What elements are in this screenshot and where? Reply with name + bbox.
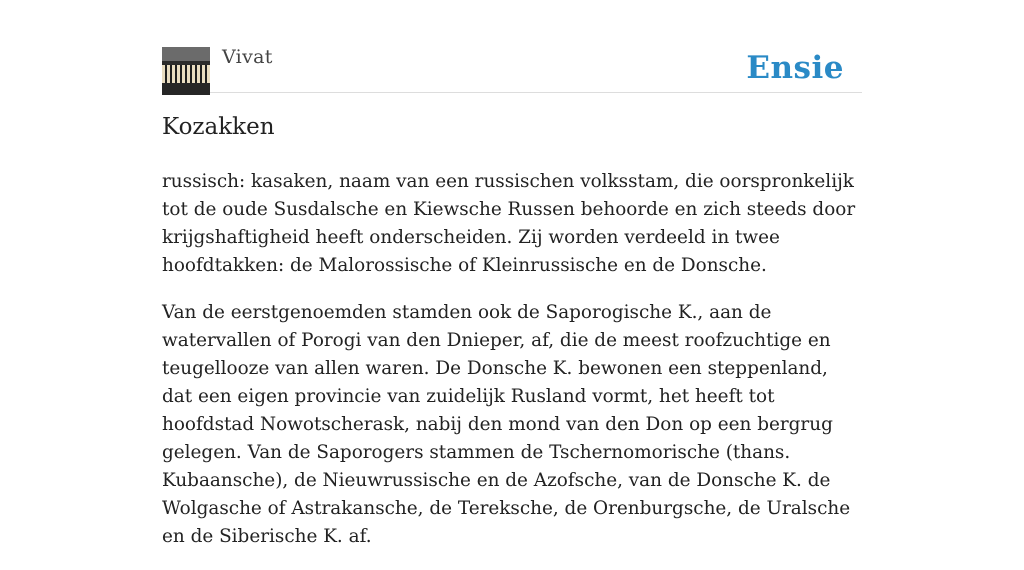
avatar-image-icon <box>162 47 210 95</box>
article-body <box>162 168 862 570</box>
article-paragraph: russisch: kasaken, naam van een russischen volksstam, die oorspronkelijk tot de oude Susdalsche en Kiewsche Russen behoorde en zich steeds door krijgshaftigheid heeft onderscheiden. Zij worden verdeeld in twee hoofdtakken: de Malorossische of Kleinrussische en de Donsche. <box>162 171 856 276</box>
article-paragraph: Van de eerstgenoemden stamden ook de Saporogische K., aan de watervallen of Porogi van den Dnieper, af, die de meest roofzuchtige en teugellooze van allen waren. De Donsche K. bewonen een steppenland, dat een eigen provincie van zuidelijk Rusland vormt, het heeft tot hoofdstad Nowotscherask, nabij den mond van den Don op een bergrug gelegen. Van de Saporogers stammen de Tschernomorische (thans. Kubaansche), de Nieuwrussische en de Azofsche, van de Donsche K. de Wolgasche of Astrakansche, de Tereksche, de Orenburgsche, de Uralsche en de Siberische K. af. <box>162 302 851 547</box>
page <box>162 0 862 547</box>
avatar[interactable] <box>162 47 210 95</box>
article-title: Kozakken <box>162 114 275 140</box>
brand-logo[interactable]: Ensie <box>746 50 844 86</box>
author-name[interactable]: Vivat <box>222 46 273 68</box>
header <box>162 0 862 93</box>
